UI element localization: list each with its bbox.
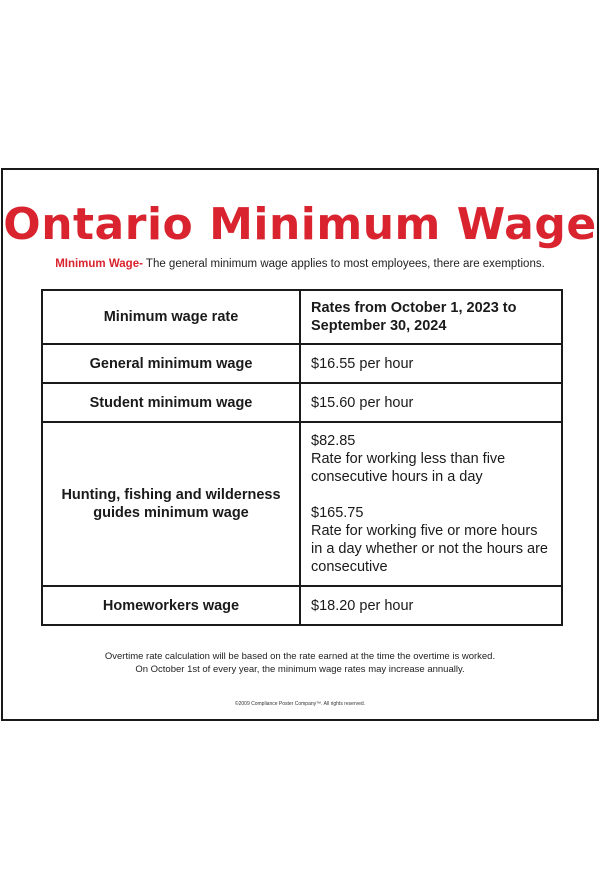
- table-row: [42, 586, 562, 625]
- row-label: Homeworkers wage: [42, 586, 300, 625]
- subtitle: [3, 258, 597, 270]
- row-value: [300, 422, 562, 586]
- table-row: [42, 344, 562, 383]
- row-label: Hunting, fishing and wilderness guides minimum wage: [42, 422, 300, 586]
- subtitle-text: The general minimum wage applies to most employees, there are exemptions.: [142, 258, 545, 270]
- table-row: [42, 422, 562, 586]
- row-value: $16.55 per hour: [300, 344, 562, 383]
- table-header-row: [42, 290, 562, 344]
- rate-description: Rate for working five or more hours in a day whether or not the hours are consecutive: [311, 523, 548, 575]
- spacer: [311, 486, 551, 504]
- subtitle-lead: MInimum Wage-: [55, 258, 143, 270]
- copyright: ©2009 Compliance Poster Company™. All rights reserved.: [234, 701, 366, 707]
- rate-amount: $82.85: [311, 433, 356, 449]
- rate-amount: $165.75: [311, 505, 364, 521]
- row-value: $15.60 per hour: [300, 383, 562, 422]
- table-row: [42, 383, 562, 422]
- row-label: Student minimum wage: [42, 383, 300, 422]
- rate-description: Rate for working less than five consecutive hours in a day: [311, 451, 506, 485]
- footnote-line: Overtime rate calculation will be based on the rate earned at the time the overtime is worked.: [104, 651, 496, 662]
- page-title: Ontario Minimum Wage: [3, 199, 597, 250]
- header-label-cell: Minimum wage rate: [42, 290, 300, 344]
- footnote: [3, 650, 597, 676]
- header-value-cell: Rates from October 1, 2023 to September 30, 2024: [300, 290, 562, 344]
- wage-table: [41, 289, 563, 626]
- row-label: General minimum wage: [42, 344, 300, 383]
- footnote-line: On October 1st of every year, the minimum wage rates may increase annually.: [135, 664, 465, 675]
- poster: [1, 168, 599, 721]
- row-value: $18.20 per hour: [300, 586, 562, 625]
